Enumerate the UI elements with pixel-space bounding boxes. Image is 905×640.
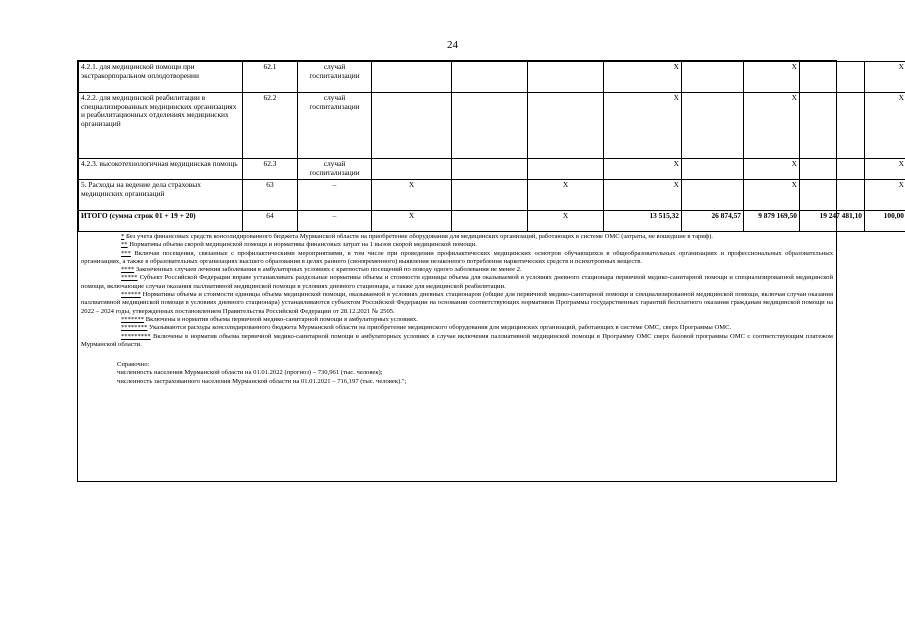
cell-c10 xyxy=(800,180,865,211)
total-cell-c5 xyxy=(452,211,528,232)
row-name: 4.2.3. высокотехнологичная медицинская помощь xyxy=(79,159,243,180)
cell-c5 xyxy=(452,180,528,211)
cell-c6 xyxy=(528,93,604,159)
cell-c4: Х xyxy=(372,180,452,211)
cell-c4 xyxy=(372,159,452,180)
row-name: 5. Расходы на ведение дела страховых медицинских организаций xyxy=(79,180,243,211)
cell-c7: Х xyxy=(604,93,682,159)
cell-c9: Х xyxy=(744,159,800,180)
footnotes xyxy=(78,232,836,386)
cell-c8 xyxy=(682,180,744,211)
reference-block xyxy=(81,361,833,386)
row-unit: случай госпитализации xyxy=(298,93,372,159)
footnote: * Без учета финансовых средств консолидированного бюджета Мурманской области на приобретение оборудования для медицинских организаций, работающих в системе ОМС (затраты, не вошедшие в тариф). xyxy=(121,233,713,240)
norms-table xyxy=(78,61,905,232)
table-body xyxy=(79,62,905,232)
cell-c10 xyxy=(800,62,865,93)
page-number: 24 xyxy=(447,39,458,51)
row-line-number: 62.3 xyxy=(243,159,298,180)
footnote: ** Нормативы объема скорой медицинской помощи и нормативы финансовых затрат на 1 вызов скорой медицинской помощи. xyxy=(121,241,477,249)
footnote: ******* Включены в норматив объема первичной медико-санитарной помощи в амбулаторных условиях. xyxy=(121,315,418,323)
table-row xyxy=(79,180,905,211)
row-line-number: 62.2 xyxy=(243,93,298,159)
row-line-number: 63 xyxy=(243,180,298,211)
table-row xyxy=(79,159,905,180)
total-row-name: ИТОГО (сумма строк 01 + 19 + 20) xyxy=(79,211,243,232)
cell-c7: Х xyxy=(604,159,682,180)
cell-c7: Х xyxy=(604,180,682,211)
row-unit: – xyxy=(298,180,372,211)
cell-c8 xyxy=(682,93,744,159)
table-row xyxy=(79,93,905,159)
cell-c11: Х xyxy=(865,159,905,180)
cell-c6: Х xyxy=(528,180,604,211)
row-name: 4.2.1. для медицинской помощи при экстракорпоральном оплодотворении xyxy=(79,62,243,93)
row-line-number: 62.1 xyxy=(243,62,298,93)
cell-c10 xyxy=(800,159,865,180)
row-unit: случай госпитализации xyxy=(298,62,372,93)
cell-c5 xyxy=(452,159,528,180)
footnote: ***** Субъект Российской Федерации вправе устанавливать раздельные нормативы объема и стоимости единицы объема для оказываемой в условиях дневного стационара первичной медико-санитарной помощи и специализированной медицинской помощи, включающие случаи оказания паллиативной медицинской помощи в условиях дневного стационара, а также для медицинской реабилитации. xyxy=(81,274,833,290)
cell-c5 xyxy=(452,93,528,159)
total-cell-c8: 26 874,57 xyxy=(682,211,744,232)
cell-c5 xyxy=(452,62,528,93)
total-cell-c11: 100,00 xyxy=(865,211,905,232)
cell-c11: Х xyxy=(865,180,905,211)
cell-c11: Х xyxy=(865,62,905,93)
cell-c6 xyxy=(528,159,604,180)
reference-line: численность застрахованного населения Мурманской области на 01.01.2021 – 716,197 (тыс. человек)."; xyxy=(117,377,407,385)
cell-c8 xyxy=(682,159,744,180)
cell-c9: Х xyxy=(744,180,800,211)
total-cell-c7: 13 515,32 xyxy=(604,211,682,232)
document-frame xyxy=(77,60,904,482)
total-cell-c9: 9 879 169,50 xyxy=(744,211,800,232)
total-row-line-number: 64 xyxy=(243,211,298,232)
table-row xyxy=(79,62,905,93)
cell-c7: Х xyxy=(604,62,682,93)
cell-c4 xyxy=(372,62,452,93)
footnote: ********* Включены в норматив объема первичной медико-санитарной помощи в амбулаторных условиях в случае включения паллиативной медицинской помощи в Программу ОМС сверх базовой программы ОМС с соответствующим платежом Мурманской области. xyxy=(81,332,833,348)
total-cell-c10: 19 247 481,10 xyxy=(800,211,865,232)
row-unit: случай госпитализации xyxy=(298,159,372,180)
cell-c4 xyxy=(372,93,452,159)
row-name: 4.2.2. для медицинской реабилитации в специализированных медицинских организациях и реабилитационных отделениях медицинских организаций xyxy=(79,93,243,159)
footnote: **** Законченных случаев лечения заболевания в амбулаторных условиях с кратностью посещений по поводу одного заболевания не менее 2. xyxy=(121,266,522,274)
total-row xyxy=(79,211,905,232)
total-row-unit: – xyxy=(298,211,372,232)
cell-c9: Х xyxy=(744,62,800,93)
total-cell-c4: Х xyxy=(372,211,452,232)
cell-c8 xyxy=(682,62,744,93)
cell-c6 xyxy=(528,62,604,93)
reference-line: численность населения Мурманской области на 01.01.2022 (прогноз) – 730,961 (тыс. человек); xyxy=(117,369,383,377)
footnote: ******** Указываются расходы консолидированного бюджета Мурманской области на приобретение медицинского оборудования для медицинских организаций, работающих в системе ОМС, сверх Программы ОМС. xyxy=(121,324,732,332)
cell-c9: Х xyxy=(744,93,800,159)
cell-c10 xyxy=(800,93,865,159)
footnote: ****** Нормативы объема и стоимости единицы объема медицинской помощи, оказываемой в условиях дневных стационаров (общие для первичной медико-санитарной помощи и специализированной медицинской помощи, включая случаи оказания паллиативной медицинской помощи в условиях дневного стационара) устанавливаются субъектом Российской Федерации на основании соответствующих нормативов Программы государственных гарантий бесплатного оказания гражданам медицинской помощи на 2022 – 2024 годы, утвержденных постановлением Правительства Российской Федерации от 28.12.2021 № 2505. xyxy=(81,291,833,315)
cell-c11: Х xyxy=(865,93,905,159)
footnote: *** Включая посещения, связанные с профилактическими мероприятиями, в том числе при проведении профилактических медицинских осмотров обучающихся в общеобразовательных организациях и профессиональных образовательных организациях, а также в образовательных организациях высшего образования в целях раннего (своевременного) выявления незаконного потребления наркотических средств и психотропных веществ. xyxy=(81,249,833,265)
total-cell-c6: Х xyxy=(528,211,604,232)
reference-heading: Справочно: xyxy=(117,361,150,369)
